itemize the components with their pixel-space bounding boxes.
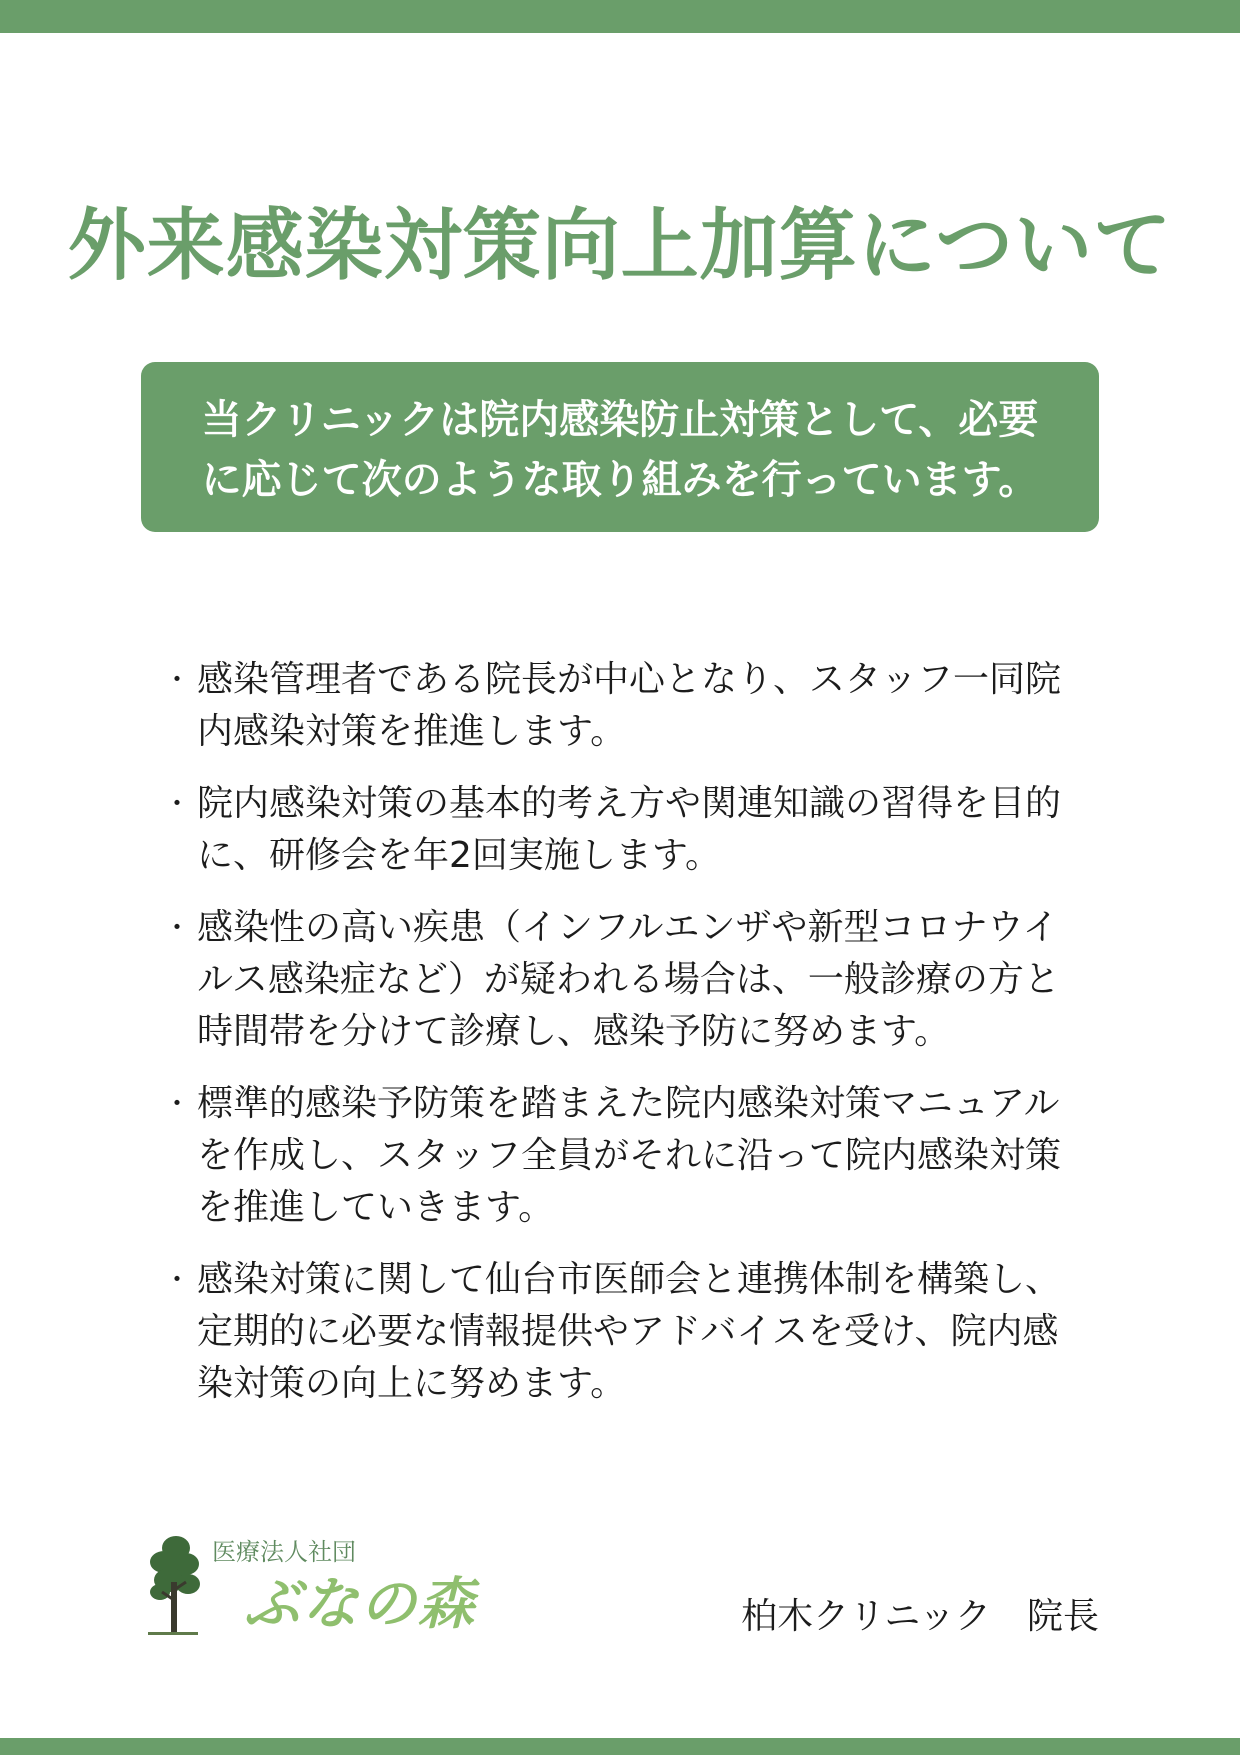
item-line: 時間帯を分けて診療し、感染予防に努めます。 bbox=[197, 1011, 951, 1052]
bottom-accent-bar bbox=[0, 1738, 1240, 1755]
item-line: を推進していきます。 bbox=[197, 1187, 555, 1228]
tree-icon bbox=[140, 1530, 220, 1640]
logo-org-text: 医療法人社団 bbox=[212, 1538, 356, 1566]
bullet: ・ bbox=[163, 787, 192, 820]
signature: 柏木クリニック 院長 bbox=[741, 1596, 1099, 1637]
logo-name-text: ぶなの森 bbox=[244, 1571, 476, 1637]
item-line: 院内感染対策の基本的考え方や関連知識の習得を目的 bbox=[197, 783, 1062, 824]
item-line: ルス感染症など）が疑われる場合は、一般診療の方と bbox=[197, 959, 1060, 1000]
list-item bbox=[157, 778, 1107, 882]
item-line: 標準的感染予防策を踏まえた院内感染対策マニュアル bbox=[197, 1083, 1060, 1124]
item-line: 感染管理者である院長が中心となり、スタッフ一同院 bbox=[197, 659, 1062, 700]
item-line: 内感染対策を推進します。 bbox=[197, 711, 627, 752]
item-line: を作成し、スタッフ全員がそれに沿って院内感染対策 bbox=[197, 1135, 1062, 1176]
bullet: ・ bbox=[163, 1087, 192, 1120]
bullet: ・ bbox=[163, 1263, 192, 1296]
item-line: 感染性の高い疾患（インフルエンザや新型コロナウイ bbox=[197, 907, 1059, 948]
item-line: 定期的に必要な情報提供やアドバイスを受け、院内感 bbox=[197, 1311, 1059, 1352]
list-item bbox=[157, 1078, 1107, 1234]
list-item bbox=[157, 902, 1107, 1058]
notice-box bbox=[141, 362, 1099, 532]
item-line: 染対策の向上に努めます。 bbox=[197, 1363, 627, 1404]
measures-list bbox=[157, 654, 1107, 1430]
list-item bbox=[157, 654, 1107, 758]
list-item bbox=[157, 1254, 1107, 1410]
top-accent-bar bbox=[0, 0, 1240, 33]
item-line: に、研修会を年2回実施します。 bbox=[197, 835, 722, 876]
page-title: 外来感染対策向上加算について bbox=[67, 201, 1173, 292]
notice-line: に応じて次のような取り組みを行っています。 bbox=[201, 457, 1039, 503]
notice-line: 当クリニックは院内感染防止対策として、必要 bbox=[201, 397, 1039, 443]
bullet: ・ bbox=[163, 911, 192, 944]
clinic-logo bbox=[140, 1530, 500, 1640]
bullet: ・ bbox=[163, 663, 192, 696]
item-line: 感染対策に関して仙台市医師会と連携体制を構築し、 bbox=[197, 1259, 1062, 1300]
